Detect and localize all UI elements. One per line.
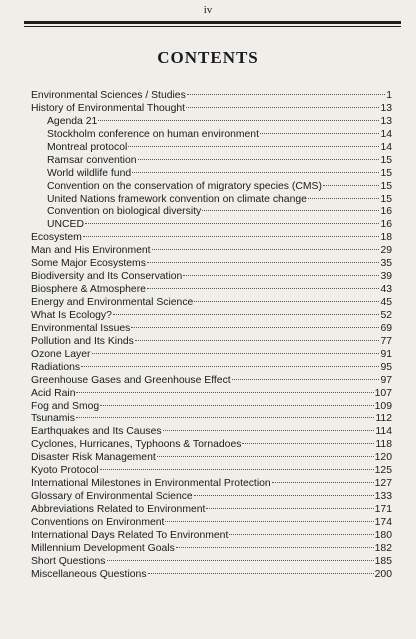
dot-leader (308, 198, 380, 199)
toc-entry-label: Earthquakes and Its Causes (31, 426, 162, 438)
toc-entry-label: Acid Rain (31, 387, 76, 399)
dot-leader (138, 159, 380, 160)
dot-leader (83, 236, 380, 237)
dot-leader (131, 327, 379, 328)
toc-entry-label: UNCED (47, 219, 84, 231)
toc-entry-label: What Is Ecology? (31, 309, 112, 321)
dot-leader (229, 534, 373, 535)
dot-leader (152, 249, 380, 250)
toc-entry-page: 91 (380, 348, 392, 360)
toc-entry-label: Cyclones, Hurricanes, Typhoons & Tornadoes (31, 439, 242, 451)
dot-leader (194, 301, 379, 302)
toc-entry-label: History of Environmental Thought (31, 102, 186, 114)
toc-entry-label: Convention on biological diversity (47, 206, 202, 218)
toc-entry (31, 323, 392, 336)
dot-leader (165, 521, 373, 522)
toc-entry (31, 258, 392, 271)
toc-entry-page: 13 (380, 102, 392, 114)
toc-entry-page: 15 (380, 180, 392, 192)
toc-entry-page: 16 (380, 219, 392, 231)
toc-entry-page: 174 (374, 516, 392, 528)
toc-entry-label: International Milestones in Environmental Protection (31, 478, 271, 490)
dot-leader (100, 405, 373, 406)
contents-title: CONTENTS (157, 48, 259, 67)
toc-entry-label: Convention on the conservation of migratory species (CMS) (47, 180, 322, 192)
toc-entry-label: Fog and Smog (31, 400, 100, 412)
dot-leader (100, 469, 374, 470)
toc-entry (31, 349, 392, 362)
toc-entry (31, 90, 392, 103)
toc-entry (31, 452, 392, 465)
toc-entry (31, 142, 392, 155)
toc-entry-page: 35 (380, 258, 392, 270)
toc-entry-label: Radiations (31, 361, 81, 373)
toc-entry (31, 206, 392, 219)
toc-entry-page: 120 (374, 452, 392, 464)
dot-leader (242, 443, 374, 444)
toc-entry (31, 556, 392, 569)
toc-entry-page: 109 (374, 400, 392, 412)
dot-leader (76, 417, 375, 418)
toc-entry-label: Stockholm conference on human environment (47, 128, 259, 140)
dot-leader (157, 456, 374, 457)
toc-entry-page: 182 (374, 542, 392, 554)
toc-entry (31, 310, 392, 323)
toc-entry-label: Abbreviations Related to Environment (31, 504, 206, 515)
dot-leader (260, 133, 379, 134)
toc-entry-label: Biodiversity and Its Conservation (31, 271, 183, 283)
toc-entry-page: 180 (374, 529, 392, 541)
toc-entry-label: Agenda 21 (47, 115, 98, 127)
toc-entry-label: Kyoto Protocol (31, 465, 99, 477)
toc-entry-page: 18 (380, 232, 392, 244)
table-of-contents (31, 90, 392, 582)
dot-leader (148, 573, 374, 574)
toc-entry-page: 133 (374, 491, 392, 503)
toc-entry (31, 362, 392, 375)
toc-entry-page: 125 (374, 465, 392, 477)
toc-entry (31, 504, 392, 517)
toc-entry-page: 14 (380, 128, 392, 140)
toc-entry-page: 14 (380, 141, 392, 153)
toc-entry-page: 1 (386, 90, 392, 101)
toc-entry-label: Millennium Development Goals (31, 542, 175, 554)
toc-entry-label: Greenhouse Gases and Greenhouse Effect (31, 374, 231, 386)
toc-entry-label: Man and His Environment (31, 245, 151, 257)
toc-entry-page: 114 (375, 426, 392, 438)
toc-entry (31, 181, 392, 194)
toc-entry-page: 118 (375, 439, 392, 451)
toc-entry (31, 194, 392, 207)
toc-entry-page: 107 (374, 387, 392, 399)
dot-leader (272, 482, 374, 483)
toc-entry-label: Environmental Issues (31, 322, 131, 334)
toc-entry-label: Environmental Sciences / Studies (31, 90, 186, 101)
toc-entry-label: Ozone Layer (31, 348, 91, 360)
toc-entry (31, 336, 392, 349)
toc-entry (31, 103, 392, 116)
dot-leader (132, 172, 379, 173)
toc-entry-page: 16 (380, 206, 392, 218)
dot-leader (202, 210, 379, 211)
toc-entry-page: 43 (380, 284, 392, 296)
toc-entry-page: 171 (374, 504, 392, 515)
toc-entry-label: Ecosystem (31, 232, 82, 244)
toc-entry-label: Energy and Environmental Science (31, 297, 194, 308)
toc-entry-page: 200 (374, 568, 392, 580)
toc-entry-label: Miscellaneous Questions (31, 568, 147, 580)
toc-entry (31, 284, 392, 297)
dot-leader (81, 366, 379, 367)
dot-leader (147, 288, 379, 289)
toc-entry (31, 245, 392, 258)
dot-leader (187, 94, 385, 95)
toc-entry-page: 39 (380, 271, 392, 283)
page-number: iv (203, 4, 213, 16)
toc-entry-label: Pollution and Its Kinds (31, 335, 134, 347)
toc-entry (31, 530, 392, 543)
toc-entry-label: World wildlife fund (47, 167, 132, 179)
toc-entry-page: 77 (380, 335, 392, 347)
toc-entry-page: 127 (374, 478, 392, 490)
toc-entry-label: Tsunamis (31, 413, 75, 425)
header-rule-thick (24, 21, 401, 24)
dot-leader (323, 185, 380, 186)
toc-entry-page: 112 (375, 413, 392, 425)
toc-entry (31, 116, 392, 129)
dot-leader (98, 120, 379, 121)
toc-entry (31, 478, 392, 491)
toc-entry-page: 69 (380, 322, 392, 334)
toc-entry-label: Some Major Ecosystems (31, 258, 146, 270)
toc-entry-page: 15 (380, 154, 392, 166)
dot-leader (128, 146, 379, 147)
toc-entry-label: Glossary of Environmental Science (31, 491, 193, 503)
toc-entry (31, 219, 392, 232)
dot-leader (107, 560, 374, 561)
dot-leader (76, 392, 373, 393)
dot-leader (232, 379, 380, 380)
dot-leader (176, 547, 374, 548)
toc-entry-label: Ramsar convention (47, 154, 137, 166)
toc-entry-page: 15 (380, 193, 392, 205)
toc-entry-label: Conventions on Environment (31, 516, 165, 528)
toc-entry (31, 439, 392, 452)
toc-entry-label: International Days Related To Environment (31, 529, 229, 541)
dot-leader (113, 314, 380, 315)
toc-entry-label: Disaster Risk Management (31, 452, 156, 464)
toc-entry (31, 491, 392, 504)
toc-entry-label: Biosphere & Atmosphere (31, 284, 146, 296)
dot-leader (147, 262, 380, 263)
dot-leader (85, 223, 379, 224)
toc-entry (31, 413, 392, 426)
toc-entry-page: 52 (380, 309, 392, 321)
toc-entry (31, 271, 392, 284)
toc-entry-label: Short Questions (31, 555, 106, 567)
toc-entry (31, 375, 392, 388)
toc-entry (31, 426, 392, 439)
toc-entry-page: 29 (380, 245, 392, 257)
toc-entry-page: 13 (380, 115, 392, 127)
dot-leader (186, 107, 379, 108)
toc-entry-page: 97 (380, 374, 392, 386)
toc-entry (31, 232, 392, 245)
toc-entry-page: 95 (380, 361, 392, 373)
dot-leader (194, 495, 374, 496)
toc-entry-page: 15 (380, 167, 392, 179)
toc-entry (31, 388, 392, 401)
toc-entry (31, 155, 392, 168)
dot-leader (163, 430, 375, 431)
header-rule-thin (24, 26, 401, 27)
dot-leader (135, 340, 380, 341)
dot-leader (92, 353, 380, 354)
toc-entry (31, 297, 392, 310)
toc-entry (31, 401, 392, 414)
toc-entry-label: United Nations framework convention on climate change (47, 193, 307, 205)
toc-entry (31, 465, 392, 478)
toc-entry (31, 569, 392, 582)
dot-leader (183, 275, 379, 276)
toc-entry (31, 517, 392, 530)
toc-entry-page: 185 (374, 555, 392, 567)
toc-entry (31, 129, 392, 142)
toc-entry-page: 45 (380, 297, 392, 308)
dot-leader (206, 508, 373, 509)
toc-entry (31, 543, 392, 556)
toc-entry (31, 168, 392, 181)
toc-entry-label: Montreal protocol (47, 141, 128, 153)
